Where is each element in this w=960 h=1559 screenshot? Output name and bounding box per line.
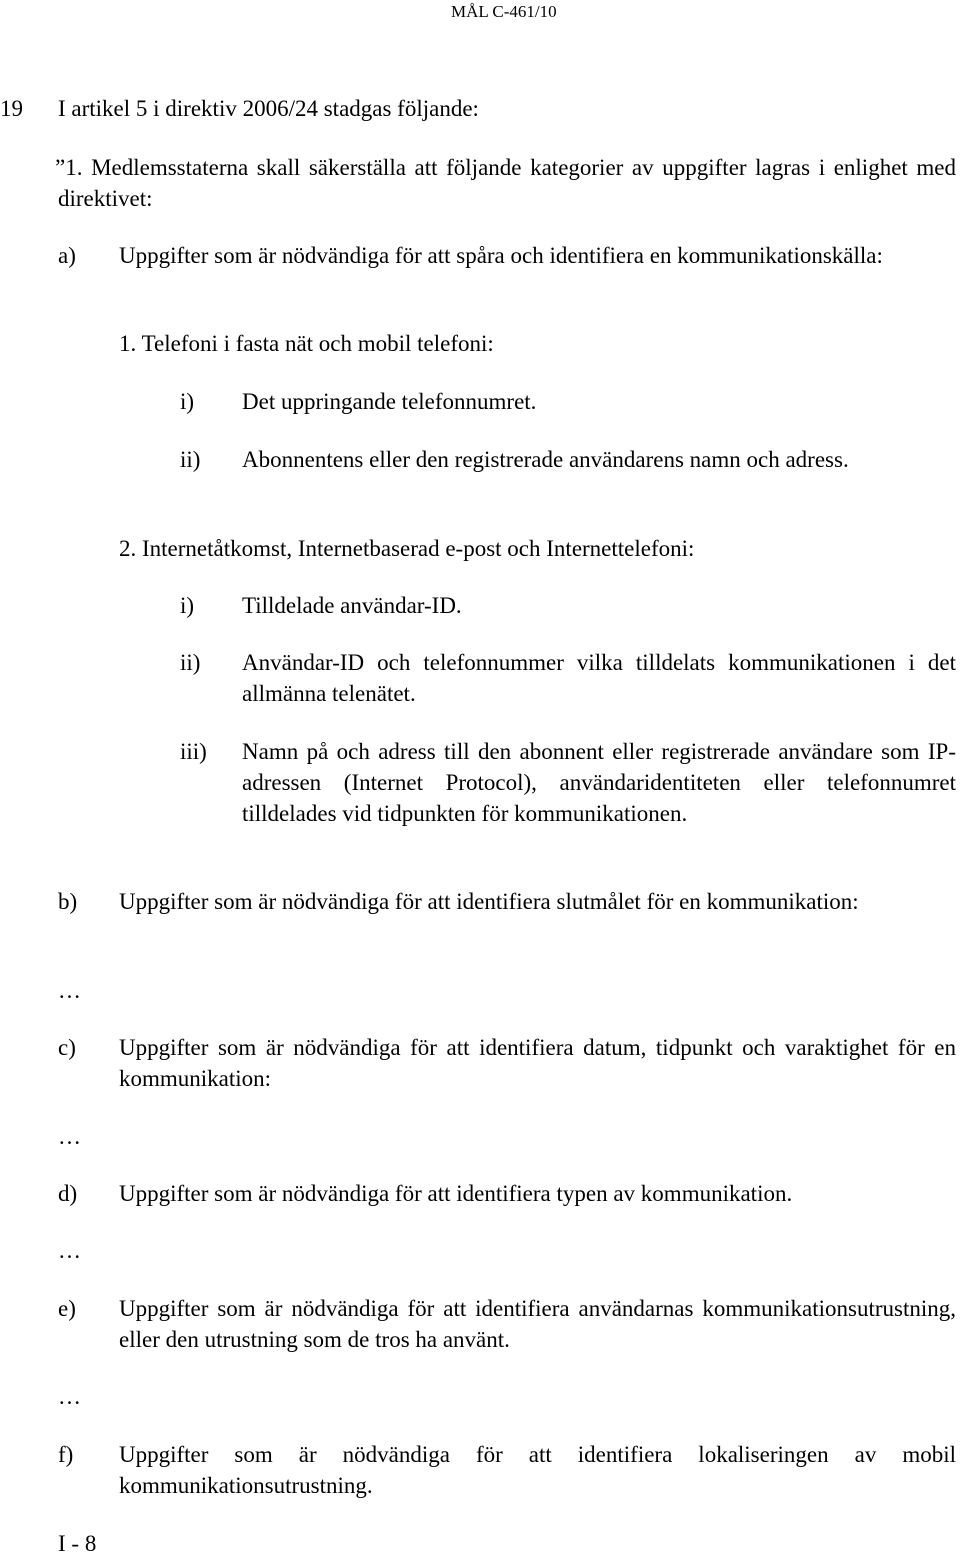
sub1-ii-text: Abonnentens eller den registrerade användarens namn och adress. [242,447,849,472]
sub2-ii-text: Användar-ID och telefonnummer vilka tilldelats kommunikationen i det allmänna telenätet. [242,650,956,706]
subsection-1-title: 1. Telefoni i fasta nät och mobil telefoni: [119,331,494,356]
sub1-i-marker: i) [180,389,195,414]
sub1-i-text: Det uppringande telefonnumret. [242,389,537,414]
item-f-marker: f) [58,1442,74,1467]
sub2-i-marker: i) [180,593,195,618]
paragraph-number: 19 [0,96,23,121]
ellipsis-after-d: … [58,1238,81,1263]
item-e-text: Uppgifter som är nödvändiga för att identifiera användarnas kommunikationsutrustning, eller den utrustning som de tros ha använt. [119,1296,956,1352]
sub2-i-text: Tilldelade användar-ID. [242,593,462,618]
item-b-marker: b) [58,889,78,914]
ellipsis-after-b: … [58,978,81,1003]
item-a-marker: a) [58,243,76,268]
item-a-text: Uppgifter som är nödvändiga för att spåra och identifiera en kommunikationskälla: [119,243,883,268]
sub2-iii-text: Namn på och adress till den abonnent eller registrerade användare som IP-adressen (Internet Protocol), användaridentiteten eller telefonnumret tilldelades vid tidpunkten för kommunikationen. [242,739,956,826]
item-d-text: Uppgifter som är nödvändiga för att identifiera typen av kommunikation. [119,1181,793,1206]
ellipsis-after-c: … [58,1124,81,1149]
page-number: I - 8 [58,1531,97,1556]
paragraph-intro: I artikel 5 i direktiv 2006/24 stadgas följande: [58,96,479,121]
item-c-text: Uppgifter som är nödvändiga för att identifiera datum, tidpunkt och varaktighet för en kommunikation: [119,1035,956,1091]
item-f-text: Uppgifter som är nödvändiga för att identifiera lokaliseringen av mobil kommunikationsutrustning. [119,1442,956,1498]
subsection-2-title: 2. Internetåtkomst, Internetbaserad e-post och Internettelefoni: [119,536,695,561]
case-reference: MÅL C-461/10 [451,2,557,21]
sub2-iii-marker: iii) [180,739,207,764]
item-c-marker: c) [58,1035,76,1060]
ellipsis-after-e: … [58,1384,81,1409]
item-b-text: Uppgifter som är nödvändiga för att identifiera slutmålet för en kommunikation: [119,889,859,914]
sub2-ii-marker: ii) [180,650,201,675]
item-d-marker: d) [58,1181,78,1206]
sub1-ii-marker: ii) [180,447,201,472]
item-e-marker: e) [58,1296,76,1321]
quote-opening: ”1. Medlemsstaterna skall säkerställa att följande kategorier av uppgifter lagras i enlighet med direktivet: [55,155,956,211]
